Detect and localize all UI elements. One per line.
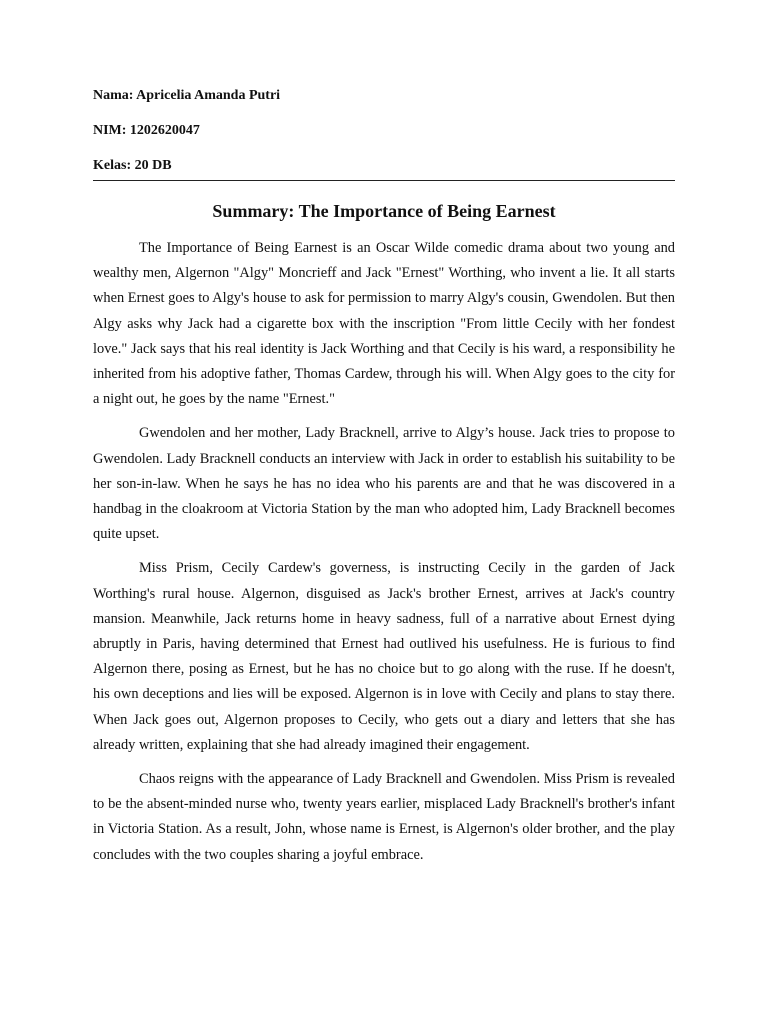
paragraph-4: Chaos reigns with the appearance of Lady Bracknell and Gwendolen. Miss Prism is revealed to be the absent-minded nurse who, twenty years earlier, misplaced Lady Bracknell's brother's infant in Victoria Station. As a result, John, whose name is Ernest, is Algernon's older brother, and the play concludes with the two couples sharing a joyful embrace. bbox=[93, 771, 675, 863]
header-divider bbox=[93, 180, 675, 181]
student-id: NIM: 1202620047 bbox=[93, 123, 200, 138]
paragraph-1: The Importance of Being Earnest is an Oscar Wilde comedic drama about two young and wealthy men, Algernon "Algy" Moncrieff and Jack "Ernest" Worthing, who invent a lie. It all starts when Ernest goes to Algy's house to ask for permission to marry Algy's cousin, Gwendolen. But then Algy asks why Jack had a cigarette box with the inscription "From little Cecily with her fondest love." Jack says that his real identity is Jack Worthing and that Cecily is his ward, a responsibility he inherited from his adoptive father, Thomas Cardew, through his will. When Algy goes to the city for a night out, he goes by the name "Ernest." bbox=[93, 240, 675, 408]
student-class: Kelas: 20 DB bbox=[93, 158, 172, 173]
student-name: Nama: Apricelia Amanda Putri bbox=[93, 88, 281, 103]
document-title: Summary: The Importance of Being Earnest bbox=[212, 201, 556, 221]
paragraph-2: Gwendolen and her mother, Lady Bracknell, arrive to Algy’s house. Jack tries to propose to Gwendolen. Lady Bracknell conducts an interview with Jack in order to establish his suitability to be her son-in-law. When he says he has no idea who his parents are and that he was discovered in a handbag in the cloakroom at Victoria Station by the man who adopted him, Lady Bracknell becomes quite upset. bbox=[93, 425, 675, 543]
document-page bbox=[93, 86, 675, 877]
summary-body bbox=[93, 236, 675, 868]
paragraph-3: Miss Prism, Cecily Cardew's governess, is instructing Cecily in the garden of Jack Worthing's rural house. Algernon, disguised as Jack's brother Ernest, arrives at Jack's country mansion. Meanwhile, Jack returns home in heavy sadness, full of a narrative about Ernest dying abruptly in Paris, having determined that Ernest had outlived his usefulness. He is furious to find Algernon there, posing as Ernest, but he has no choice but to go along with the ruse. If he doesn't, his own deceptions and lies will be exposed. Algernon is in love with Cecily and plans to stay there. When Jack goes out, Algernon proposes to Cecily, who gets out a diary and letters that she has already written, explaining that she had already imagined their engagement. bbox=[93, 560, 675, 753]
